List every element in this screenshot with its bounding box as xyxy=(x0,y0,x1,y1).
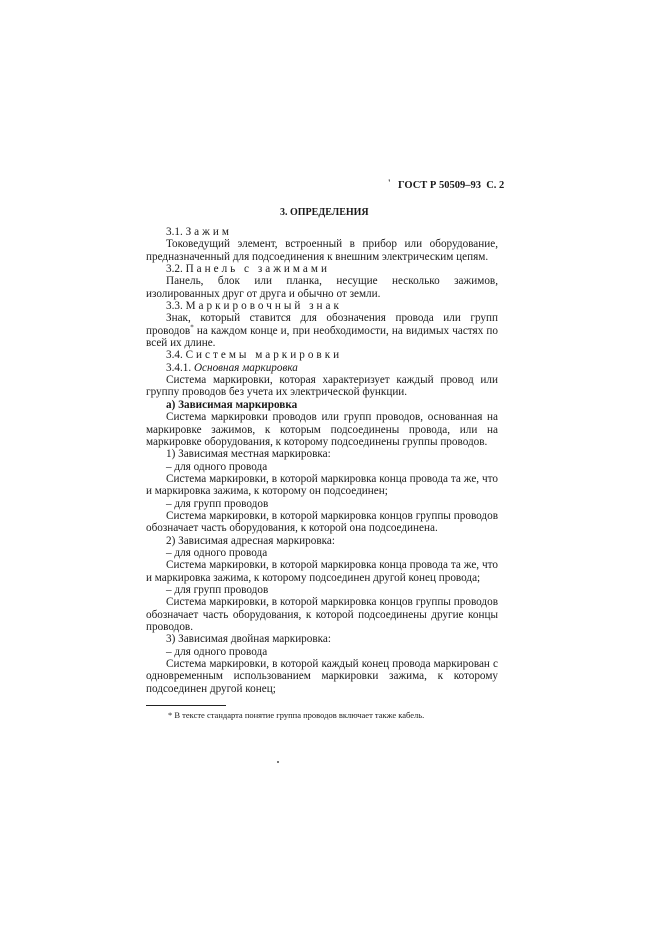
list-subitem: – для групп проводов xyxy=(166,497,269,510)
subsection-heading: а) Зависимая маркировка xyxy=(166,398,298,411)
definition: Система маркировки, которая характеризует каждый провод или группу проводов без учета их электрической функции. xyxy=(146,374,498,399)
section-title: 3. ОПРЕДЕЛЕНИЯ xyxy=(280,207,369,218)
term: Панель с зажимами xyxy=(185,263,330,276)
page-header xyxy=(388,178,505,191)
list-subitem: – для групп проводов xyxy=(166,583,269,596)
term-heading: 3.4. Системы маркировки xyxy=(166,349,343,362)
term-heading: 3.2. Панель с зажимами xyxy=(166,263,330,276)
definition: Токоведущий элемент, встроенный в прибор или оборудование, предназначенный для подсоединения к внешним электрическим цепям. xyxy=(146,238,498,263)
definition: Система маркировки, в которой маркировка конца провода та же, что и маркировка зажима, к которому он подсоединен; xyxy=(146,472,498,498)
definition: Система маркировки, в которой маркировка конца провода та же, что и маркировка зажима, к которому подсоединен другой конец провода; xyxy=(146,559,498,584)
term: Системы маркировки xyxy=(185,349,343,362)
list-heading: 3) Зависимая двойная маркировка: xyxy=(166,633,331,646)
footnote-marker: * xyxy=(190,323,194,332)
term: Маркировочный знак xyxy=(185,300,342,313)
definition: Система маркировки, в которой маркировка концов группы проводов обозначает часть оборудования, к которой она подсоединена. xyxy=(146,509,498,535)
definition: Система маркировки проводов или групп проводов, основанная на маркировке зажимов, к которым подсоединены провода, или на маркировке оборудования, к которому подсоединены группы проводов. xyxy=(146,411,498,448)
footnote: * В тексте стандарта понятие группа проводов включает также кабель. xyxy=(168,710,425,720)
list-subitem: – для одного провода xyxy=(166,460,268,473)
definition: Панель, блок или планка, несущие несколько зажимов, изолированных друг от друга и обычно от земли. xyxy=(146,275,498,300)
document-body xyxy=(146,226,498,695)
list-subitem: – для одного провода xyxy=(166,645,268,658)
standard-number: ГОСТ Р 50509–93 xyxy=(398,180,481,191)
list-subitem: – для одного провода xyxy=(166,546,268,559)
term-heading: 3.3. Маркировочный знак xyxy=(166,300,342,313)
term-heading: 3.1. Зажим xyxy=(166,226,232,238)
scan-mark: ' xyxy=(388,178,391,188)
definition: Система маркировки, в которой маркировка концов группы проводов обозначает часть оборудования, к которой подсоединены другие концы проводов. xyxy=(146,596,498,633)
definition: Система маркировки, в которой каждый конец провода маркирован с одновременным использованием маркировки зажима, к которому подсоединен другой конец; xyxy=(146,658,498,695)
definition: Знак, который ставится для обозначения провода или групп проводов* на каждом конце и, при необходимости, на видимых частях по всей их длине. xyxy=(146,312,498,350)
footnote-rule xyxy=(146,705,226,706)
scan-speck xyxy=(277,761,279,763)
list-heading: 2) Зависимая адресная маркировка: xyxy=(166,534,335,547)
subterm-heading: 3.4.1. Основная маркировка xyxy=(166,361,298,374)
subterm: Основная маркировка xyxy=(193,361,298,374)
page-number: С. 2 xyxy=(486,180,505,191)
term: Зажим xyxy=(185,226,232,238)
list-heading: 1) Зависимая местная маркировка: xyxy=(166,448,331,461)
